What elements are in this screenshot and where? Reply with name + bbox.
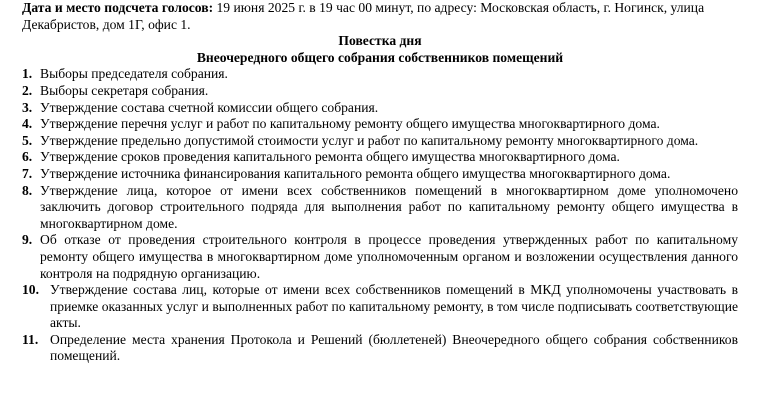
agenda-item (0, 116, 738, 133)
agenda-item-text: Выборы председателя собрания. (40, 66, 228, 82)
agenda-item (0, 133, 738, 150)
agenda-item (0, 66, 738, 83)
agenda-item-number: 5. (22, 132, 33, 148)
agenda-item-number: 3. (22, 99, 33, 115)
agenda-item-text: Утверждение состава лиц, которые от имени всех собственников помещений в МКД уполномочены участвовать в приемке оказанных услуг и выполненных работ по капитальному ремонту, в том числе подписывать соответствующие акты. (50, 282, 738, 331)
agenda-item (0, 149, 738, 166)
agenda-item (0, 100, 738, 117)
agenda-item (0, 332, 738, 365)
agenda-item (0, 83, 738, 100)
agenda-subtitle: Внеочередного общего собрания собственников помещений (196, 49, 564, 65)
agenda-list (0, 66, 760, 365)
agenda-item (0, 166, 738, 183)
vote-count-info (22, 0, 744, 33)
agenda-item-number: 1. (22, 66, 33, 82)
agenda-item-number: 10. (22, 282, 39, 298)
agenda-item (0, 183, 738, 233)
agenda-item-text: Определение места хранения Протокола и Решений (бюллетеней) Внеочередного общего собрания собственников помещений. (50, 331, 738, 364)
agenda-title: Повестка дня (338, 33, 422, 49)
agenda-item (0, 232, 738, 282)
agenda-item (0, 282, 738, 332)
agenda-item-number: 4. (22, 116, 33, 132)
agenda-item-text: Утверждение предельно допустимой стоимости услуг и работ по капитальному ремонту многоквартирного дома. (40, 132, 699, 148)
agenda-item-text: Об отказе от проведения строительного контроля в процессе проведения утвержденных работ по капитальному ремонту общего имущества в многоквартирном доме уполномоченным органом и возложении осуществления данного контроля на подрядную организацию. (40, 232, 738, 281)
agenda-item-text: Утверждение источника финансирования капитального ремонта общего имущества многоквартирного дома. (40, 165, 671, 181)
agenda-item-text: Утверждение состава счетной комиссии общего собрания. (40, 99, 379, 115)
agenda-item-number: 11. (22, 331, 39, 347)
agenda-item-text: Утверждение лица, которое от имени всех собственников помещений в многоквартирном доме уполномочено заключить договор строительного подряда для выполнения работ по капитальному ремонту общего имущества в многоквартирном доме. (40, 182, 738, 231)
agenda-item-text: Утверждение перечня услуг и работ по капитальному ремонту общего имущества многоквартирного дома. (40, 116, 660, 132)
agenda-item-number: 9. (22, 232, 33, 248)
agenda-item-number: 7. (22, 165, 33, 181)
agenda-item-text: Выборы секретаря собрания. (40, 82, 209, 98)
vote-count-text: 19 июня 2025 г. в 19 час 00 минут, по адресу: Московская область, г. Ногинск, улица Декабристов, дом 1Г, офис 1. (22, 0, 705, 32)
agenda-item-text: Утверждение сроков проведения капитального ремонта общего имущества многоквартирного дома. (40, 149, 620, 165)
agenda-item-number: 6. (22, 149, 33, 165)
agenda-item-number: 2. (22, 82, 33, 98)
agenda-item-number: 8. (22, 182, 33, 198)
vote-count-label: Дата и место подсчета голосов: (22, 0, 214, 15)
